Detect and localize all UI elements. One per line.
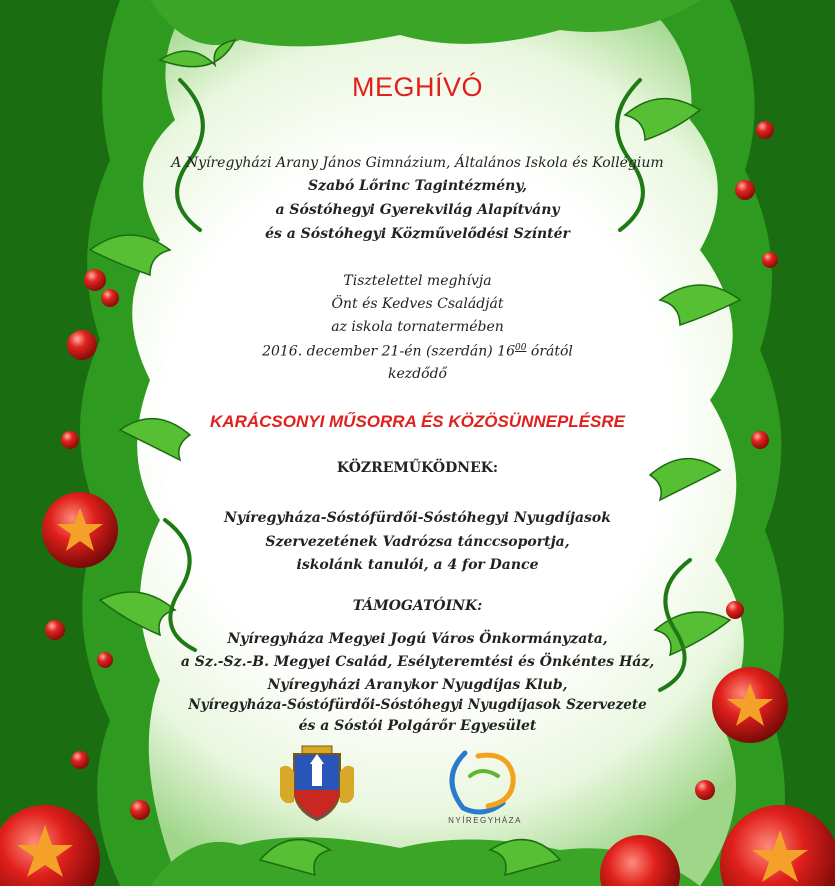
- organizer-line-4: és a Sóstóhegyi Közművelődési Színtér: [265, 226, 570, 242]
- sponsor-line-3: Nyíregyházi Aranykor Nyugdíjas Klub,: [267, 677, 568, 693]
- sponsor-line-4: Nyíregyháza-Sóstófürdői-Sóstóhegyi Nyugdíjasok Szervezete: [188, 697, 647, 713]
- invite-line-3: az iskola tornatermében: [331, 319, 504, 335]
- invitation-title: MEGHÍVÓ: [351, 72, 483, 102]
- sponsor-line-5: és a Sóstói Polgárőr Egyesület: [298, 718, 537, 734]
- sponsor-line-1: Nyíregyháza Megyei Jogú Város Önkormányzata,: [227, 631, 608, 647]
- date-prefix: 2016. december 21-én (szerdán) 16: [262, 343, 515, 360]
- organizer-line-3: a Sóstóhegyi Gyerekvilág Alapítvány: [275, 202, 560, 218]
- city-coat-of-arms-icon: [272, 738, 362, 828]
- sponsor-line-2: a Sz.-Sz.-B. Megyei Család, Esélyteremtési és Önkéntes Ház,: [180, 654, 655, 670]
- starting-line: kezdődő: [388, 366, 447, 382]
- event-name: KARÁCSONYI MŰSORRA ÉS KÖZÖSÜNNEPLÉSRE: [210, 412, 625, 431]
- invite-line-1: Tisztelettel meghívja: [343, 273, 492, 289]
- performer-line-2: Szervezetének Vadrózsa tánccsoportja,: [265, 534, 570, 550]
- performer-line-3: iskolánk tanulói, a 4 for Dance: [296, 557, 539, 573]
- event-date: [0, 343, 835, 360]
- organizer-line-2: Szabó Lőrinc Tagintézmény,: [308, 178, 527, 194]
- performers-heading: KÖZREMŰKÖDNEK:: [336, 460, 499, 476]
- performer-line-1: Nyíregyháza-Sóstófürdői-Sóstóhegyi Nyugdíjasok: [224, 510, 611, 526]
- invite-line-2: Önt és Kedves Családját: [331, 296, 504, 312]
- organizer-line-1: A Nyíregyházi Arany János Gimnázium, Általános Iskola és Kollégium: [171, 155, 664, 171]
- date-suffix: órától: [526, 343, 573, 360]
- city-logo-text: NYÍREGYHÁZA: [448, 816, 522, 825]
- date-time-superscript: 00: [515, 343, 527, 353]
- sponsors-heading: TÁMOGATÓINK:: [352, 598, 483, 614]
